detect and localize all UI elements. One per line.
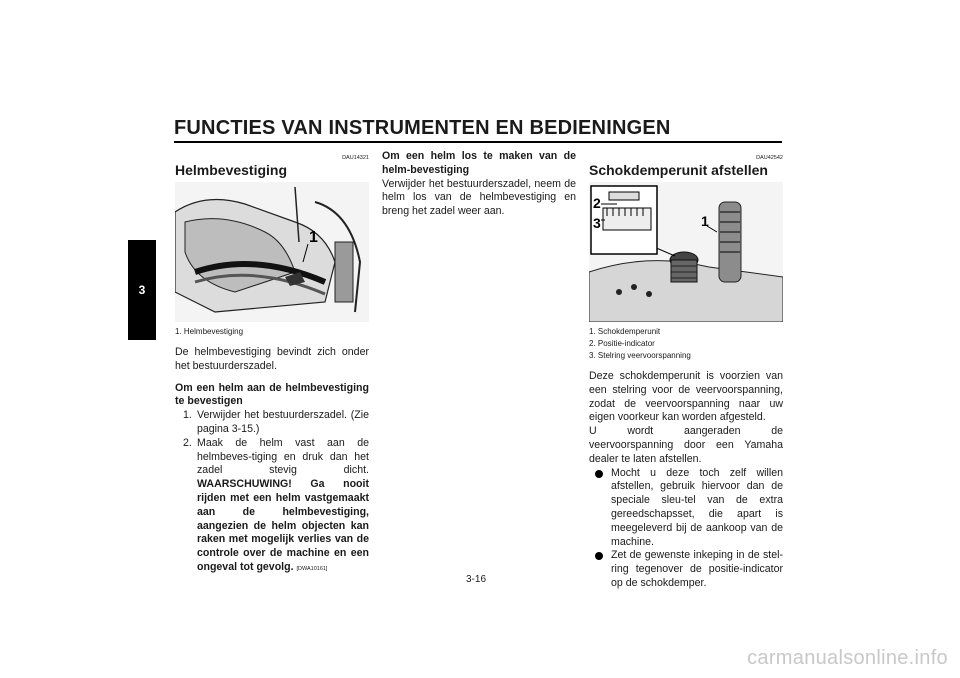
bullet-text: Zet de gewenste inkeping in de stel-ring tegenover de positie-indicator op de schokdemper.	[611, 549, 783, 589]
list-item	[175, 409, 369, 437]
header-rule	[174, 141, 782, 143]
warning-code: [DWA10161]	[296, 565, 328, 572]
figure-captions	[589, 326, 783, 362]
subheading-detach: Om een helm los te maken van de helm-bevestiging	[382, 150, 576, 176]
page-number: 3-16	[466, 574, 487, 585]
caption: 2. Positie-indicator	[589, 339, 655, 348]
steps-list	[175, 409, 369, 577]
right-column	[589, 150, 783, 591]
chapter-tab: 3	[128, 240, 156, 340]
left-column	[175, 150, 369, 577]
middle-column	[382, 150, 576, 227]
step-text: Maak de helm vast aan de helmbeves-tiging en druk dan het zadel stevig dicht.	[197, 436, 369, 477]
watermark: carmanualsonline.info	[747, 647, 948, 669]
step-text: Verwijder het bestuurderszadel. (Zie pagina 3-15.)	[197, 409, 369, 435]
page-header-title: FUNCTIES VAN INSTRUMENTEN EN BEDIENINGEN	[174, 117, 671, 139]
figure-label: 1	[309, 229, 318, 246]
caption: 1. Schokdemperunit	[589, 327, 661, 336]
helmet-holder-illustration	[175, 182, 369, 322]
intro-paragraph: Deze schokdemperunit is voorzien van een stelring voor de veervoorspanning, zodat de veervoorspanning naar uw eigen voorkeur kan worden afgesteld.	[589, 370, 783, 424]
intro-paragraph-2: U wordt aangeraden de veervoorspanning door een Yamaha dealer te laten afstellen.	[589, 425, 783, 465]
shock-absorber-figure	[589, 182, 783, 322]
bullet-text: Mocht u deze toch zelf willen afstellen, gebruik hiervoor dan de speciale sleu-tel van de extra gereedschapsset, die apart is meegeleverd bij de aankoop van de machine.	[611, 466, 783, 548]
bullet-icon	[595, 552, 603, 560]
section-title-helmbevestiging: Helmbevestiging	[175, 162, 288, 178]
figure-label: 2	[593, 195, 601, 211]
warning-text: WAARSCHUWING! Ga nooit rijden met een helm vastgemaakt aan de helmbevestiging, aangezien de helm objecten kan raken met mogelijk verlies van de controle over de machine en een ongeval tot gevolg.	[197, 478, 369, 573]
bullet-icon	[595, 470, 603, 478]
subheading-attach: Om een helm aan de helmbevestiging te bevestigen	[175, 381, 369, 408]
shock-absorber-illustration	[589, 182, 783, 322]
caption: 3. Stelring veervoorspanning	[589, 351, 691, 360]
list-item	[589, 549, 783, 590]
figure-label: 1	[701, 213, 709, 229]
list-item	[175, 437, 369, 577]
caption: 1. Helmbevestiging	[175, 327, 244, 336]
step-number: 2.	[183, 436, 192, 449]
list-item	[589, 467, 783, 550]
step-number: 1.	[183, 409, 192, 422]
section-title-schokdemper: Schokdemperunit afstellen	[589, 162, 768, 178]
figure-label: 3	[593, 215, 601, 231]
figure-captions	[175, 326, 369, 338]
bullet-list	[589, 467, 783, 591]
helmet-holder-figure	[175, 182, 369, 322]
section-code: DAU42542	[756, 155, 783, 161]
section-code: DAU14321	[342, 155, 369, 161]
intro-paragraph: De helmbevestiging bevindt zich onder het bestuurderszadel.	[175, 346, 369, 372]
detach-paragraph: Verwijder het bestuurderszadel, neem de helm los van de helmbevestiging en breng het zadel weer aan.	[382, 177, 576, 218]
